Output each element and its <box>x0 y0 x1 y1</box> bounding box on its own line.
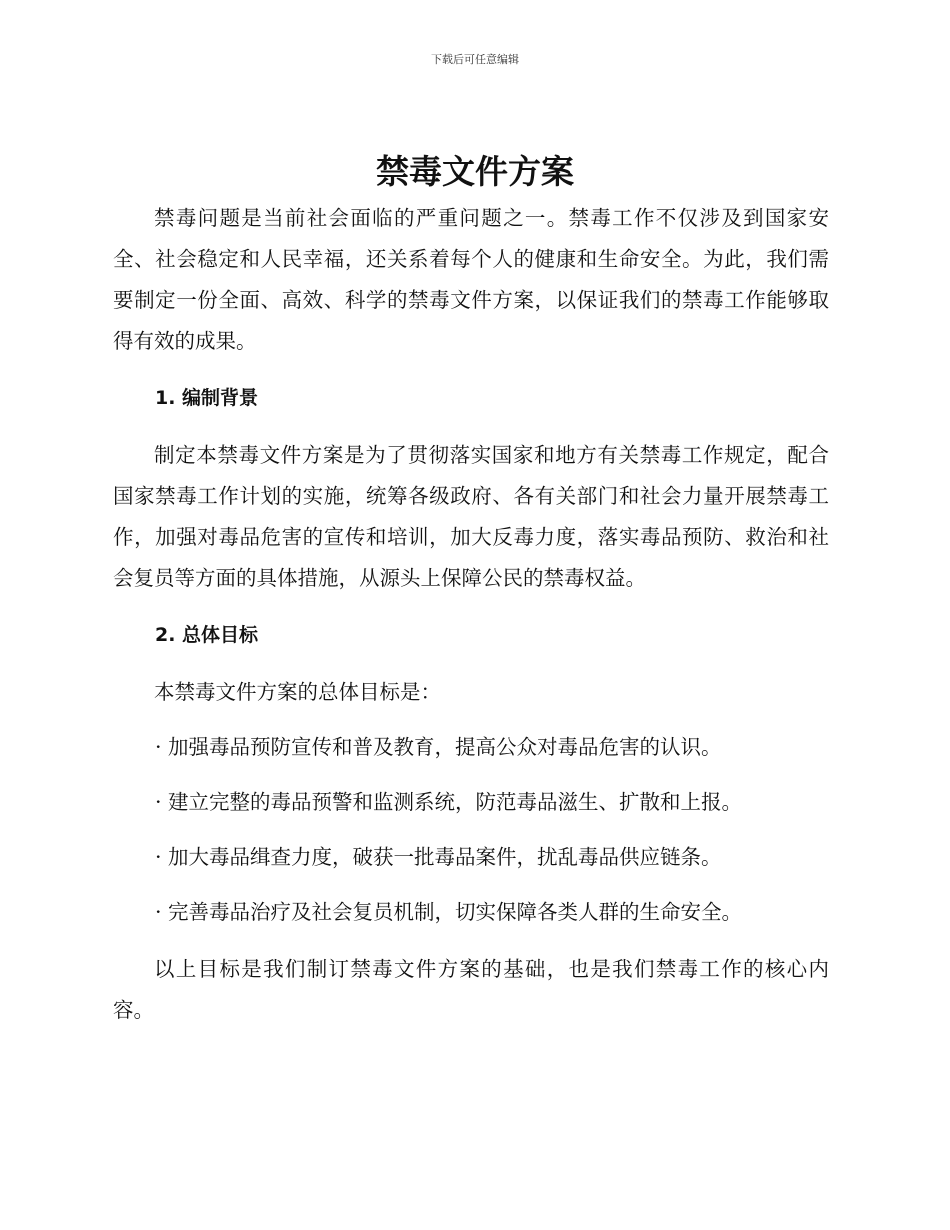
goal-item: · 加大毒品缉查力度，破获一批毒品案件，扰乱毒品供应链条。 <box>155 845 722 869</box>
section-heading-background: 1. 编制背景 <box>155 387 259 409</box>
goal-item: · 建立完整的毒品预警和监测系统，防范毒品滋生、扩散和上报。 <box>155 790 743 814</box>
document-body <box>113 198 829 1031</box>
section-heading-goals: 2. 总体目标 <box>155 624 259 646</box>
goal-item: · 加强毒品预防宣传和普及教育，提高公众对毒品危害的认识。 <box>155 735 722 759</box>
document-title: 禁毒文件方案 <box>376 152 574 191</box>
closing-paragraph: 以上目标是我们制订禁毒文件方案的基础，也是我们禁毒工作的核心内容。 <box>113 957 829 1022</box>
goals-lead-paragraph: 本禁毒文件方案的总体目标是： <box>154 680 441 704</box>
header-note: 下载后可任意编辑 <box>431 53 519 66</box>
background-paragraph: 制定本禁毒文件方案是为了贯彻落实国家和地方有关禁毒工作规定，配合国家禁毒工作计划的实施，统筹各级政府、各有关部门和社会力量开展禁毒工作，加强对毒品危害的宣传和培训，加大反毒力度，落实毒品预防、救治和社会复员等方面的具体措施，从源头上保障公民的禁毒权益。 <box>113 443 829 590</box>
goal-item: · 完善毒品治疗及社会复员机制，切实保障各类人群的生命安全。 <box>155 900 743 924</box>
intro-paragraph: 禁毒问题是当前社会面临的严重问题之一。禁毒工作不仅涉及到国家安全、社会稳定和人民幸福，还关系着每个人的健康和生命安全。为此，我们需要制定一份全面、高效、科学的禁毒文件方案，以保证我们的禁毒工作能够取得有效的成果。 <box>113 206 829 353</box>
